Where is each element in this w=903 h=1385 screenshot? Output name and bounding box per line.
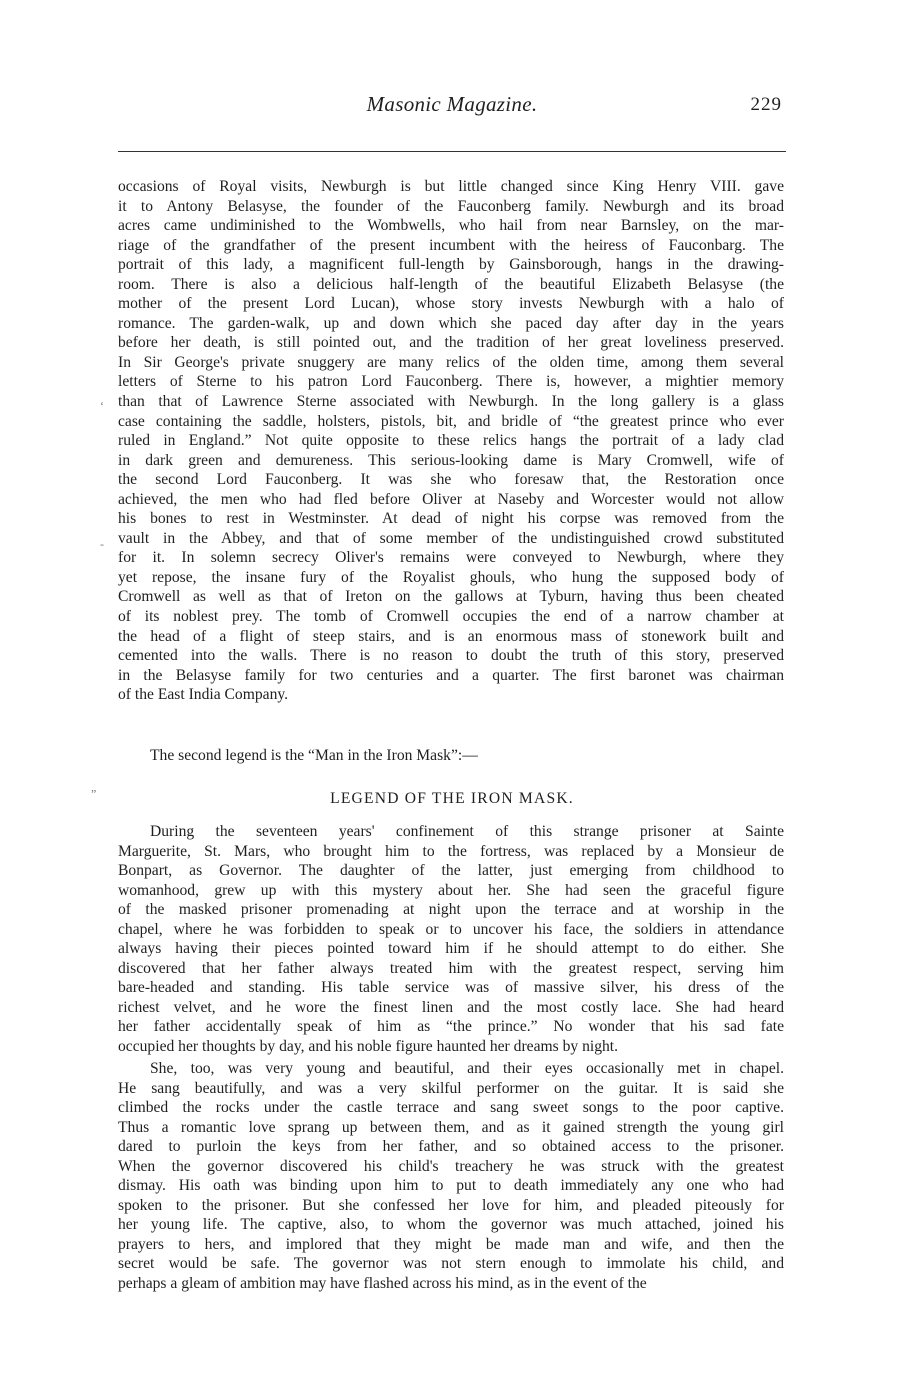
text-line: occupied her thoughts by day, and his noble figure haunted her dreams by night. xyxy=(118,1038,619,1056)
text-line: Thus a romantic love sprang up between them, and as it gained strength the young girl xyxy=(118,1118,784,1136)
text-line: dismay. His oath was binding upon him to put to death immediately any one who had xyxy=(118,1177,784,1195)
text-line: it to Antony Belasyse, the founder of the Fauconberg family. Newburgh and its broad xyxy=(118,197,784,215)
header-rule xyxy=(118,151,786,152)
text-line: case containing the saddle, holsters, pistols, bit, and bridle of “the greatest prince who ever xyxy=(118,412,784,430)
text-line: secret would be safe. The governor was not stern enough to immolate his child, and xyxy=(118,1255,784,1273)
text-line: letters of Sterne to his patron Lord Fauconberg. There is, however, a mightier memory xyxy=(118,373,784,391)
margin-mark: ‘ xyxy=(100,399,104,413)
margin-mark: „ xyxy=(91,780,97,794)
text-line: When the governor discovered his child's treachery he was struck with the greatest xyxy=(118,1157,784,1175)
text-line: of the masked prisoner promenading at night upon the terrace and at worship in the xyxy=(118,901,784,919)
text-line: Cromwell as well as that of Ireton on the gallows at Tyburn, having thus been cheated xyxy=(118,588,784,606)
text-line: her young life. The captive, also, to whom the governor was much attached, joined his xyxy=(118,1216,784,1234)
running-title: Masonic Magazine. xyxy=(366,92,538,116)
text-line: vault in the Abbey, and that of some member of the undistinguished crowd substituted xyxy=(118,529,784,547)
text-line: spoken to the prisoner. But she confessed her love for him, and pleaded piteously for xyxy=(118,1196,784,1214)
text-line: romance. The garden-walk, up and down which she paced day after day in the years xyxy=(118,314,784,332)
text-line: in dark green and demureness. This serious-looking dame is Mary Cromwell, wife of xyxy=(118,451,784,469)
text-line: Marguerite, St. Mars, who brought him to the fortress, was replaced by a Monsieur de xyxy=(118,842,784,860)
text-line: his bones to rest in Westminster. At dead of night his corpse was removed from the xyxy=(118,510,784,528)
text-line: womanhood, grew up with this mystery about her. She had seen the graceful figure xyxy=(118,881,784,899)
text-line: riage of the grandfather of the present incumbent with the heiress of Fauconbarg. The xyxy=(118,236,784,254)
section-heading: LEGEND OF THE IRON MASK. xyxy=(330,790,574,807)
text-line: chapel, where he was forbidden to speak or to uncover his face, the soldiers in attendance xyxy=(118,920,784,938)
lead-in-line: The second legend is the “Man in the Iron Mask”:— xyxy=(150,747,478,764)
text-line: discovered that her father always treated him with the greatest respect, serving him xyxy=(118,959,784,977)
text-line: prayers to hers, and implored that they might be made man and wife, and then the xyxy=(118,1235,784,1253)
text-line: her father accidentally speak of him as “the prince.” No wonder that his sad fate xyxy=(118,1018,784,1036)
text-line: He sang beautifully, and was a very skilful performer on the guitar. It is said she xyxy=(118,1079,784,1097)
text-line: portrait of this lady, a magnificent full-length by Gainsborough, hangs in the drawing- xyxy=(118,256,784,274)
text-line: In Sir George's private snuggery are many relics of the olden time, among them several xyxy=(118,353,784,371)
margin-mark: - xyxy=(100,537,104,551)
legend-paragraph-2 xyxy=(118,1059,784,1294)
text-line: in the Belasyse family for two centuries and a quarter. The first baronet was chairman xyxy=(118,666,784,684)
legend-paragraph-1 xyxy=(118,822,784,1057)
text-line: dared to purloin the keys from her father, and so obtained access to the prisoner. xyxy=(118,1138,784,1156)
text-line: bare-headed and standing. His table service was of massive silver, his dress of the xyxy=(118,979,784,997)
text-line: yet repose, the insane fury of the Royalist ghouls, who hung the supposed body of xyxy=(118,568,784,586)
text-line: before her death, is still pointed out, and the tradition of her great loveliness preserved. xyxy=(118,334,784,352)
text-line: During the seventeen years' confinement of this strange prisoner at Sainte xyxy=(150,823,784,840)
text-line: occasions of Royal visits, Newburgh is but little changed since King Henry VIII. gave xyxy=(118,178,784,195)
running-header xyxy=(118,92,786,122)
text-line: ruled in England.” Not quite opposite to these relics hangs the portrait of a lady clad xyxy=(118,432,784,450)
text-line: mother of the present Lord Lucan), whose story invests Newburgh with a halo of xyxy=(118,295,784,313)
text-line: richest velvet, and he wore the finest linen and the most costly lace. She had heard xyxy=(118,998,784,1016)
text-line: room. There is also a delicious half-length of the beautiful Elizabeth Belasyse (the xyxy=(118,275,784,293)
text-line: cemented into the walls. There is no reason to doubt the truth of this story, preserved xyxy=(118,647,784,665)
text-line: than that of Lawrence Sterne associated with Newburgh. In the long gallery is a glass xyxy=(118,393,784,411)
text-line: for it. In solemn secrecy Oliver's remains were conveyed to Newburgh, where they xyxy=(118,549,784,567)
text-line: perhaps a gleam of ambition may have flashed across his mind, as in the event of the xyxy=(118,1275,647,1293)
text-line: achieved, the men who had fled before Oliver at Naseby and Worcester would not allow xyxy=(118,490,784,508)
text-line: of its noblest prey. The tomb of Cromwell occupies the end of a narrow chamber at xyxy=(118,608,784,626)
text-line: acres came undiminished to the Wombwells, who hail from near Barnsley, on the mar- xyxy=(118,217,784,235)
text-line: the second Lord Fauconberg. It was she who foresaw that, the Restoration once xyxy=(118,471,784,489)
text-line: of the East India Company. xyxy=(118,686,289,704)
page-number: 229 xyxy=(750,94,782,115)
text-line: always having their pieces pointed toward him if he should attempt to do either. She xyxy=(118,940,784,958)
text-line: climbed the rocks under the castle terrace and sang sweet songs to the poor captive. xyxy=(118,1099,784,1117)
text-line: She, too, was very young and beautiful, and their eyes occasionally met in chapel. xyxy=(150,1060,784,1077)
text-line: Bonpart, as Governor. The daughter of the latter, just emerging from childhood to xyxy=(118,862,784,880)
continuation-paragraph xyxy=(118,177,784,705)
text-line: the head of a flight of steep stairs, and is an enormous mass of stonework built and xyxy=(118,627,784,645)
